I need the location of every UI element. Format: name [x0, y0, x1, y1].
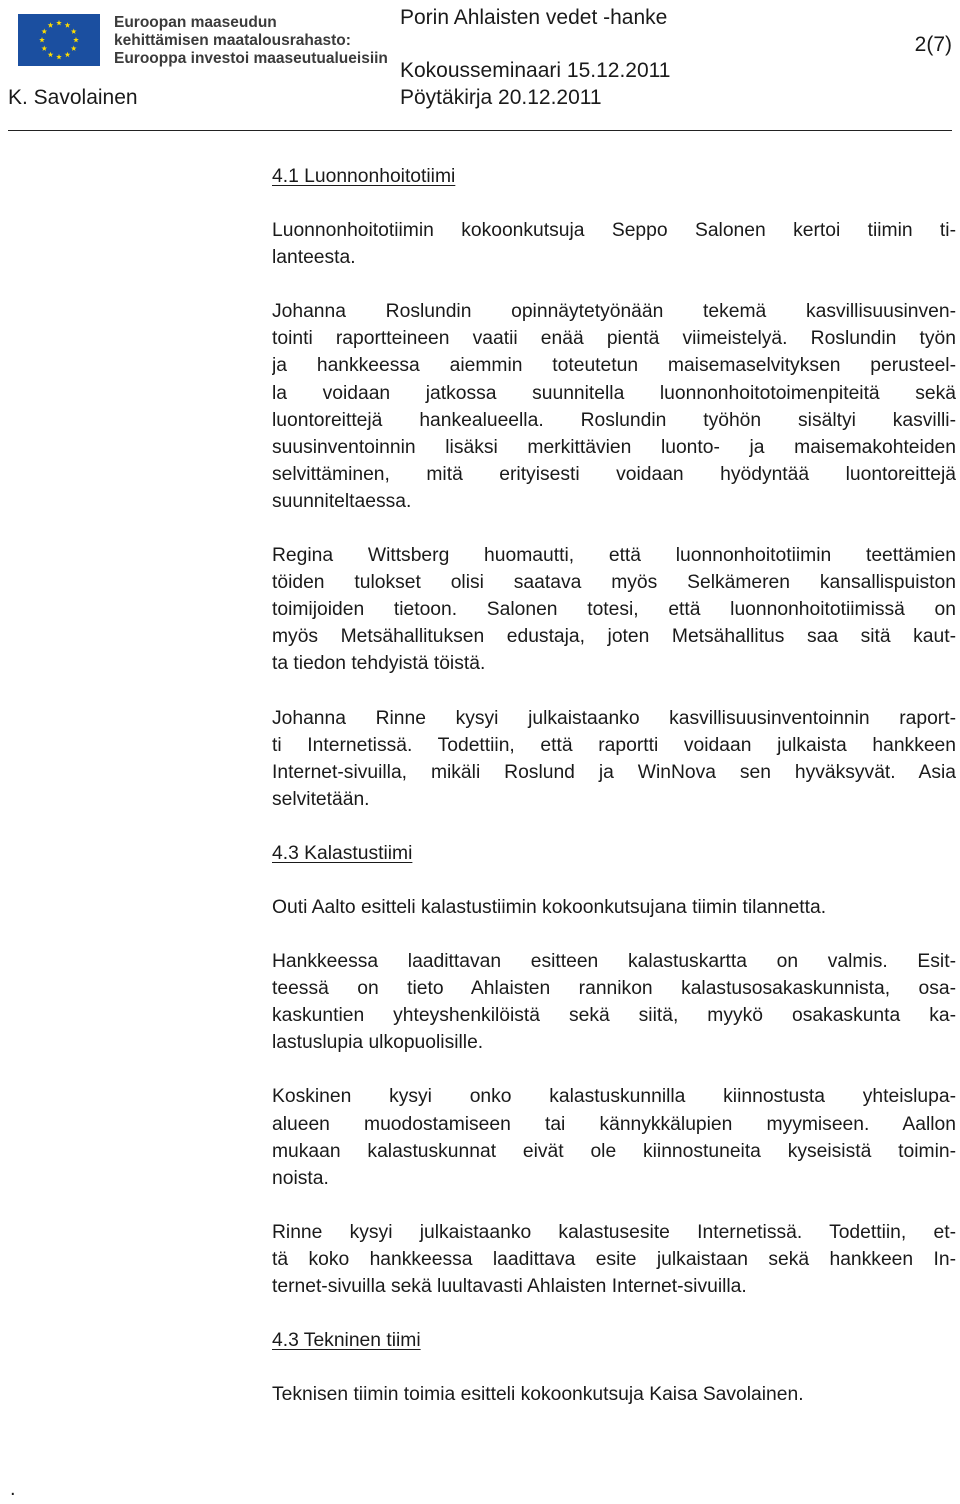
paragraph-line: Teknisen tiimin toimia esitteli kokoonkutsuja Kaisa Savolainen. — [272, 1384, 804, 1406]
paragraph-line: ti Internetissä. Todettiin, että raportti voidaan julkaista hankkeen — [272, 734, 956, 756]
paragraph-line: Hankkeessa laadittavan esitteen kalastuskartta on valmis. Esit- — [272, 951, 956, 973]
section-heading — [272, 163, 956, 190]
paragraph-line: tä koko hankkeessa laadittava esite julkaistaan sekä hankkeen In- — [272, 1248, 956, 1270]
paragraph-line: mukaan kalastuskunnat eivät ole kiinnostuneita kyseisistä toimin- — [272, 1140, 956, 1162]
paragraph-line: ja hankkeessa aiemmin toteutetun maisemaselvityksen perusteel- — [272, 355, 956, 377]
eu-logo — [18, 12, 388, 70]
document-body — [272, 163, 956, 1435]
paragraph-line: selvitetään. — [272, 788, 370, 810]
paragraph-line: Johanna Roslundin opinnäytetyönään tekemä kasvillisuusinven- — [272, 301, 956, 323]
paragraph-line: Internet-sivuilla, mikäli Roslund ja WinNova sen hyväksyvät. Asia — [272, 761, 956, 783]
paragraph-line: kaskuntien yhteyshenkilöistä sekä siitä, myykö osakaskunta ka- — [272, 1005, 956, 1027]
paragraph — [272, 705, 956, 813]
paragraph — [272, 298, 956, 515]
eu-fund-line: kehittämisen maatalousrahasto: — [114, 32, 351, 49]
paragraph-line: myös Metsähallituksen edustaja, joten Metsähallitus saa sitä kaut- — [272, 626, 956, 648]
section-heading — [272, 840, 956, 867]
author-name: K. Savolainen — [8, 86, 138, 109]
paragraph-line: selvittäminen, mitä erityisesti voidaan hyödyntää luontoreittejä — [272, 463, 956, 485]
paragraph-line: lanteesta. — [272, 247, 356, 269]
heading-text: 4.3 Kalastustiimi — [272, 842, 413, 864]
paragraph-line: ta tiedon tehdyistä töistä. — [272, 653, 486, 675]
paragraph-line: Koskinen kysyi onko kalastuskunnilla kiinnostusta yhteislupa- — [272, 1086, 956, 1108]
paragraph-line: suusinventoinnin lisäksi merkittävien luonto- ja maisemakohteiden — [272, 436, 956, 458]
paragraph-line: ternet-sivuilla sekä luultavasti Ahlaisten Internet-sivuilla. — [272, 1276, 747, 1297]
paragraph-line: noista. — [272, 1167, 329, 1189]
paragraph — [272, 1083, 956, 1191]
paragraph — [272, 217, 956, 271]
paragraph-line: Outi Aalto esitteli kalastustiimin kokoonkutsujana tiimin tilannetta. — [272, 896, 827, 918]
paragraph — [272, 542, 956, 677]
section-heading — [272, 1327, 956, 1354]
header-divider — [8, 130, 952, 131]
heading-text: 4.1 Luonnonhoitotiimi — [272, 166, 456, 187]
paragraph-line: alueen muodostamiseen tai kännykkälupien myymiseen. Aallon — [272, 1113, 956, 1135]
paragraph-line: Johanna Rinne kysyi julkaistaanko kasvillisuusinventoinnin raport- — [272, 707, 956, 729]
paragraph-line: Luonnonhoitotiimin kokoonkutsuja Seppo Salonen kertoi tiimin ti- — [272, 220, 956, 242]
paragraph-line: tointi raportteineen vaatii enää pientä viimeistelyä. Roslundin työn — [272, 328, 956, 350]
eu-fund-text — [114, 14, 388, 68]
paragraph-line: teessä on tieto Ahlaisten rannikon kalastusosakaskunnista, osa- — [272, 978, 956, 1000]
paragraph-line: töiden tulokset olisi saatava myös Selkämeren kansallispuiston — [272, 572, 956, 594]
eu-stars-icon — [18, 14, 100, 66]
paragraph-line: toimijoiden tietoon. Salonen totesi, että luonnonhoitotiimissä on — [272, 599, 956, 621]
eu-fund-line: Euroopan maaseudun — [114, 14, 277, 31]
footer-mark: . — [10, 1478, 16, 1500]
paragraph — [272, 948, 956, 1056]
paragraph-line: suunniteltaessa. — [272, 490, 412, 512]
eu-fund-line: Eurooppa investoi maaseutualueisiin — [114, 50, 388, 67]
eu-flag-icon — [18, 14, 100, 66]
paragraph — [272, 1381, 956, 1408]
page-number: 2(7) — [914, 33, 952, 56]
paragraph — [272, 894, 956, 921]
paragraph-line: Regina Wittsberg huomautti, että luonnonhoitotiimin teettämien — [272, 545, 956, 567]
paragraph-line: lastuslupia ulkopuolisille. — [272, 1032, 484, 1054]
project-title: Porin Ahlaisten vedet -hanke — [400, 6, 668, 29]
minutes-date: Pöytäkirja 20.12.2011 — [400, 86, 602, 109]
paragraph — [272, 1219, 956, 1300]
meeting-info: Kokousseminaari 15.12.2011 — [400, 59, 671, 82]
heading-text: 4.3 Tekninen tiimi — [272, 1330, 421, 1352]
paragraph-line: luontoreittejä hankealueella. Roslundin työhön sisältyi kasvilli- — [272, 409, 956, 431]
paragraph-line: la voidaan jatkossa suunnitella luonnonhoitotoimenpiteitä sekä — [272, 382, 956, 404]
paragraph-line: Rinne kysyi julkaistaanko kalastusesite Internetissä. Todettiin, et- — [272, 1221, 956, 1243]
